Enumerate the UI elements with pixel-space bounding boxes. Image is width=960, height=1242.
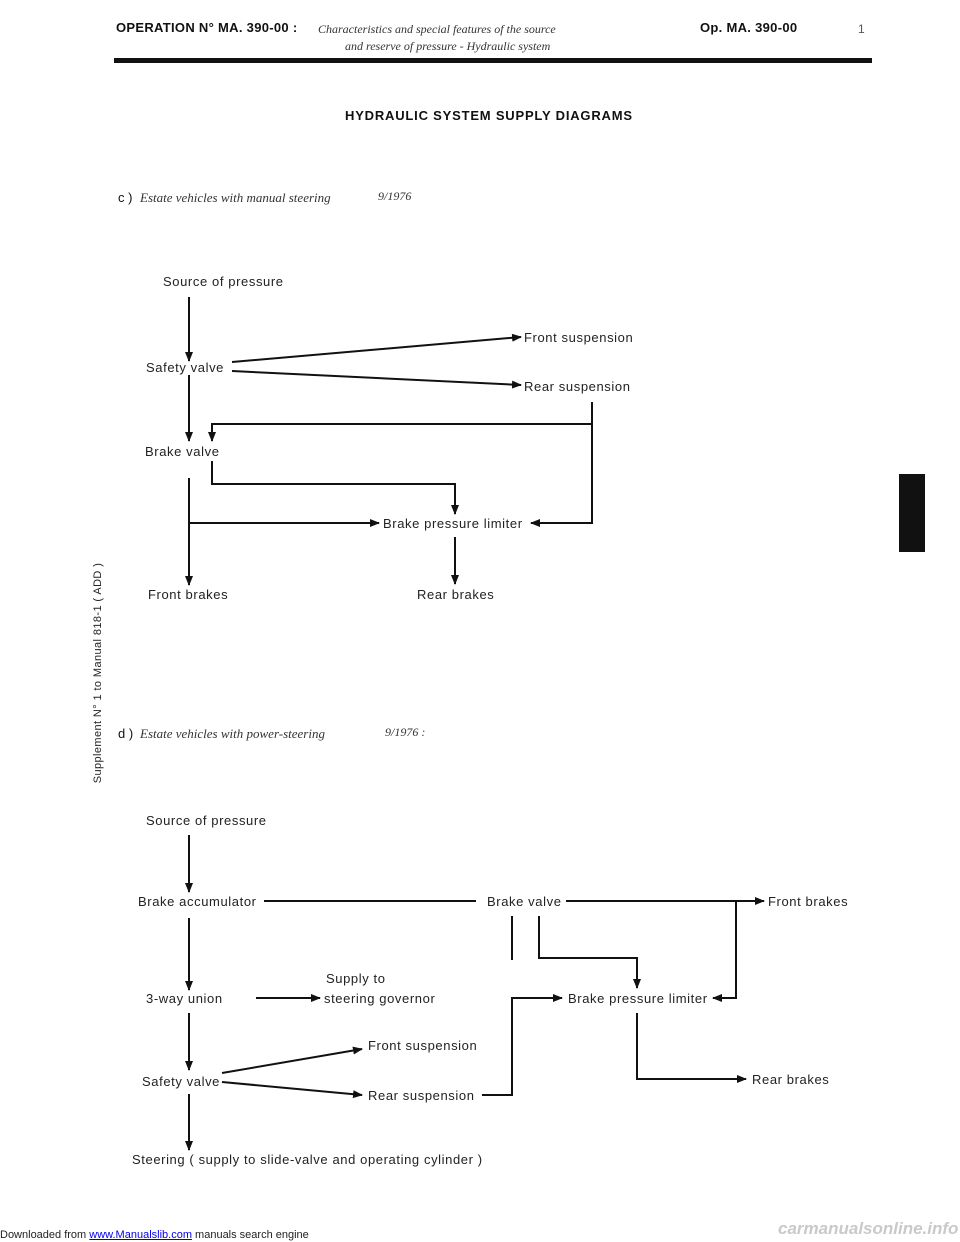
d-safety-to-rear-susp [222, 1082, 362, 1095]
d-three-way-union-label: 3-way union [146, 991, 223, 1006]
d-brake-valve-label: Brake valve [487, 894, 562, 909]
d-source-label: Source of pressure [146, 813, 267, 828]
d-rear-susp-return [482, 998, 562, 1095]
d-safety-to-front-susp [222, 1049, 362, 1073]
c-source-label: Source of pressure [163, 274, 284, 289]
d-brake-pressure-limiter-label: Brake pressure limiter [568, 991, 708, 1006]
c-rear-brakes-label: Rear brakes [417, 587, 495, 602]
download-footer [0, 1229, 309, 1241]
c-loop-to-brake-valve [212, 402, 592, 441]
d-front-brakes-label: Front brakes [768, 894, 849, 909]
footer-prefix: Downloaded from [0, 1229, 87, 1241]
d-safety-valve-label: Safety valve [142, 1074, 221, 1089]
c-safety-valve-label: Safety valve [146, 360, 225, 375]
d-rear-suspension-label: Rear suspension [368, 1088, 475, 1103]
header-subtitle-line2: and reserve of pressure - Hydraulic system [345, 39, 551, 53]
section-c-heading: Estate vehicles with manual steering [140, 190, 331, 205]
c-rear-suspension-label: Rear suspension [524, 379, 631, 394]
section-d-prefix: d ) [118, 726, 134, 741]
c-loop-to-limiter [531, 424, 592, 523]
c-brake-pressure-limiter-label: Brake pressure limiter [383, 516, 523, 531]
section-c-prefix: c ) [118, 190, 133, 205]
manualslib-link[interactable]: www.Manualslib.com [89, 1229, 192, 1241]
d-brake-accumulator-label: Brake accumulator [138, 894, 257, 909]
d-rear-brakes-label: Rear brakes [752, 1072, 830, 1087]
d-front-suspension-label: Front suspension [368, 1038, 478, 1053]
page-title: HYDRAULIC SYSTEM SUPPLY DIAGRAMS [345, 108, 633, 123]
side-supplement-label: Supplement N° 1 to Manual 818-1 ( ADD ) [92, 562, 104, 783]
op-code: Op. MA. 390-00 [700, 20, 798, 35]
header-subtitle-line1: Characteristics and special features of the source [318, 22, 556, 36]
c-safety-to-rear-susp [232, 371, 521, 385]
section-c-date: 9/1976 [378, 189, 412, 203]
watermark: carmanualsonline.info [778, 1219, 959, 1238]
footer-suffix: manuals search engine [195, 1229, 309, 1241]
section-d-heading: Estate vehicles with power-steering [140, 726, 325, 741]
d-steering-governor-label: steering governor [324, 991, 436, 1006]
c-safety-to-front-susp [232, 337, 521, 362]
c-brake-valve-to-limiter [212, 461, 455, 514]
d-supply-to-label: Supply to [326, 971, 386, 986]
section-d-date: 9/1976 : [385, 725, 426, 739]
d-brake-valve-to-limiter [539, 916, 637, 988]
c-brake-valve-label: Brake valve [145, 444, 220, 459]
d-front-brakes-drop-to-limiter [713, 901, 736, 998]
page-number: 1 [858, 22, 865, 36]
d-steering-label: Steering ( supply to slide-valve and operating cylinder ) [132, 1152, 483, 1167]
d-limiter-to-rear-brakes [637, 1013, 746, 1079]
c-front-brakes-label: Front brakes [148, 587, 229, 602]
c-front-suspension-label: Front suspension [524, 330, 634, 345]
section-tab-marker [899, 474, 925, 552]
operation-number: OPERATION N° MA. 390-00 : [116, 20, 298, 35]
